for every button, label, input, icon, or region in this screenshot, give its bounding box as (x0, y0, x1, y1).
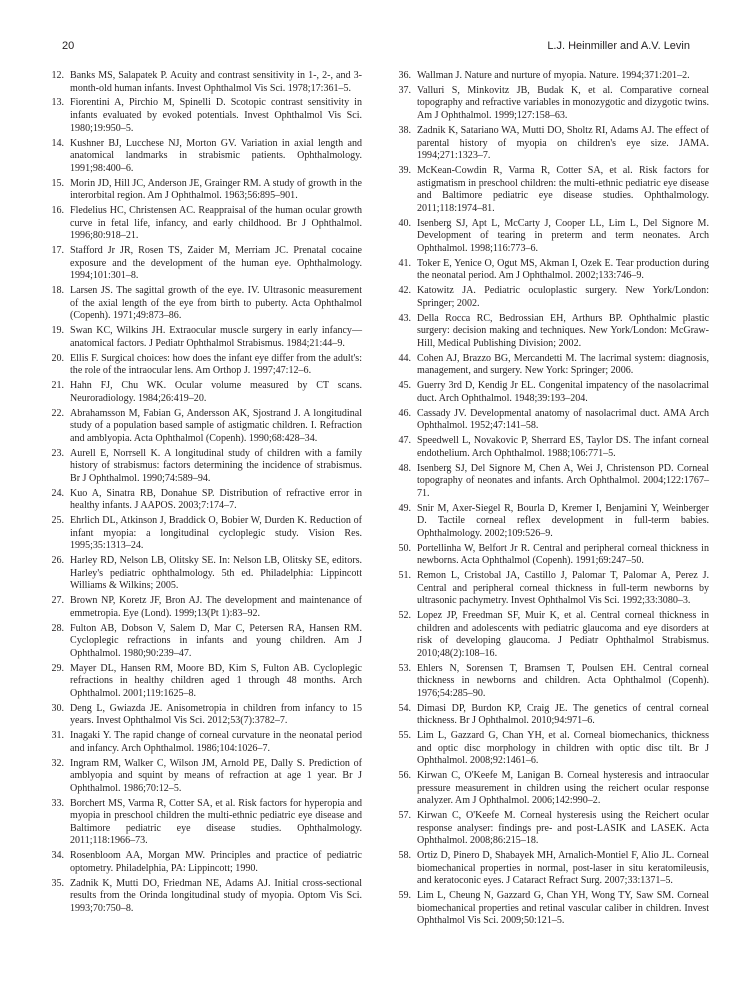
reference-number: 27. (51, 595, 64, 607)
reference-text: Valluri S, Minkovitz JB, Budak K, et al. Comparative corneal topography and refractive variables in monozygotic and dizygotic twins. Am J Ophthalmol. 1999;127:158–63. (417, 84, 709, 122)
reference-text: Remon L, Cristobal JA, Castillo J, Palomar T, Palomar A, Perez J. Central and peripheral corneal thickness in full-term newborns by ultrasonic pachymetry. Invest Ophthalmol Vis Sci. 1992;33:3080–3. (417, 570, 709, 607)
reference-item (391, 380, 709, 405)
reference-number: 39. (398, 165, 411, 176)
reference-number: 52. (398, 610, 411, 622)
reference-item (391, 85, 709, 123)
reference-item (391, 730, 709, 768)
reference-item (44, 70, 362, 95)
reference-item (391, 463, 709, 501)
reference-item (44, 178, 362, 203)
reference-item (44, 138, 362, 176)
reference-text: Toker E, Yenice O, Ogut MS, Akman I, Ozek E. Tear production during the neonatal period. Am J Ophthalmol. 2002;133:746–9. (417, 257, 709, 282)
reference-text: Rosenbloom AA, Morgan MW. Principles and practice of pediatric optometry. Philadelphia, PA: Lippincott; 1990. (70, 850, 362, 874)
reference-item (44, 325, 362, 350)
reference-text: Ellis F. Surgical choices: how does the infant eye differ from the adult's: the role of the intraocular lens. Am Orthop J. 1997;47:12–6. (70, 352, 362, 377)
reference-number: 24. (51, 487, 64, 499)
reference-item (44, 515, 362, 553)
reference-number: 37. (398, 84, 411, 96)
reference-number: 58. (398, 850, 411, 862)
reference-text: Isenberg SJ, Apt L, McCarty J, Cooper LL, Lim L, Del Signore M. Development of tearing in preterm and term neonates. Arch Ophthalmol. 1998;116:773–6. (417, 217, 709, 254)
reference-text: Deng L, Gwiazda JE. Anisometropia in children from infancy to 15 years. Invest Ophthalmol Vis Sci. 2012;53(7):3782–7. (70, 702, 362, 727)
reference-number: 30. (51, 702, 64, 714)
reference-number: 13. (51, 97, 64, 109)
reference-item (391, 218, 709, 256)
reference-number: 38. (398, 124, 411, 136)
reference-item (44, 555, 362, 593)
reference-text: Morin JD, Hill JC, Anderson JE, Grainger RM. A study of growth in the interorbital region. Am J Ophthalmol. 1963;56:895–901. (70, 177, 362, 202)
reference-text: Stafford Jr JR, Rosen TS, Zaider M, Merriam JC. Prenatal cocaine exposure and the development of the human eye. Ophthalmology. 1994;101:301–8. (70, 245, 362, 282)
reference-text: Portellinha W, Belfort Jr R. Central and peripheral corneal thickness in newborns. Acta Ophthalmol (Copenh). 1991;69:247–50. (417, 542, 709, 567)
reference-number: 54. (398, 702, 411, 714)
reference-number: 57. (398, 810, 411, 822)
reference-text: Abrahamsson M, Fabian G, Andersson AK, Sjostrand J. A longitudinal study of a population based sample of astigmatic children. I. Refraction and amblyopia. Acta Ophthalmol (Copenh). 1990;68:428–34. (70, 407, 362, 444)
reference-number: 56. (398, 770, 411, 782)
reference-number: 36. (398, 70, 411, 81)
reference-text: Speedwell L, Novakovic P, Sherrard ES, Taylor DS. The infant corneal endothelium. Arch Ophthalmol. 1988;106:771–5. (417, 435, 709, 459)
reference-item (44, 353, 362, 378)
reference-text: Ehrlich DL, Atkinson J, Braddick O, Bobier W, Durden K. Reduction of infant myopia: a longitudinal cycloplegic study. Vision Res. 1995;35:1313–24. (70, 515, 362, 552)
reference-item (44, 703, 362, 728)
reference-item (44, 623, 362, 661)
reference-item (44, 97, 362, 135)
reference-number: 29. (51, 662, 64, 674)
reference-number: 50. (398, 542, 411, 554)
reference-item (44, 595, 362, 620)
reference-number: 34. (51, 850, 64, 862)
reference-item (44, 730, 362, 755)
reference-text: Fulton AB, Dobson V, Salem D, Mar C, Petersen RA, Hansen RM. Cycloplegic refractions in infants and young children. Am J Ophthalmol. 1980;90:239–47. (70, 622, 362, 659)
reference-item (391, 570, 709, 608)
reference-number: 12. (51, 70, 64, 81)
page-number: 20 (62, 40, 75, 52)
reference-text: Kirwan C, O'Keefe M. Corneal hysteresis using the Reichert ocular response analyser: findings pre- and post-LASIK and LASEK. Acta Ophthalmol. 2008;86:215–18. (417, 810, 709, 847)
reference-text: Ehlers N, Sorensen T, Bramsen T, Poulsen EH. Central corneal thickness in newborns and children. Acta Ophthalmol (Copenh). 1976;54:285–90. (417, 662, 709, 699)
reference-text: Banks MS, Salapatek P. Acuity and contrast sensitivity in 1-, 2-, and 3-month-old human infants. Invest Ophthalmol Vis Sci. 1978;17:361–5. (70, 70, 362, 94)
reference-item (44, 878, 362, 916)
reference-number: 51. (398, 570, 411, 582)
reference-number: 41. (398, 257, 411, 269)
reference-number: 35. (51, 877, 64, 889)
reference-item (391, 125, 709, 163)
reference-number: 21. (51, 380, 64, 392)
reference-item (44, 380, 362, 405)
reference-item (44, 488, 362, 513)
reference-number: 23. (51, 447, 64, 459)
reference-text: Dimasi DP, Burdon KP, Craig JE. The genetics of central corneal thickness. Br J Ophthalmol. 2010;94:971–6. (417, 702, 709, 727)
reference-item (391, 503, 709, 541)
reference-text: Ingram RM, Walker C, Wilson JM, Arnold PE, Dally S. Prediction of amblyopia and squint by means of refraction at age 1 year. Br J Ophthalmol. 1986;70:12–5. (70, 757, 362, 794)
reference-text: Inagaki Y. The rapid change of corneal curvature in the neonatal period and infancy. Arch Ophthalmol. 1986;104:1026–7. (70, 730, 362, 754)
reference-number: 28. (51, 622, 64, 634)
reference-item (44, 448, 362, 486)
references-left-column (44, 70, 362, 918)
reference-text: Kirwan C, O'Keefe M, Lanigan B. Corneal hysteresis and intraocular pressure measurement in children using the reichert ocular response analyzer. Am J Ophthalmol. 2006;142:990–2. (417, 770, 709, 807)
reference-text: Borchert MS, Varma R, Cotter SA, et al. Risk factors for hyperopia and myopia in preschool children the multi-ethnic pediatric eye disease and Baltimore pediatric eye disease studies. Ophthalmology. 2011;118:1966–73. (70, 797, 362, 847)
reference-text: Mayer DL, Hansen RM, Moore BD, Kim S, Fulton AB. Cycloplegic refractions in healthy children aged 1 through 48 months. Arch Ophthalmol. 2001;119:1625–8. (70, 662, 362, 699)
reference-number: 25. (51, 515, 64, 527)
reference-number: 33. (51, 797, 64, 809)
reference-text: Guerry 3rd D, Kendig Jr EL. Congenital impatency of the nasolacrimal duct. Arch Ophthalmol. 1948;39:193–204. (417, 380, 709, 404)
reference-item (391, 890, 709, 928)
reference-text: Kuo A, Sinatra RB, Donahue SP. Distribution of refractive error in healthy infants. J AAPOS. 2003;7:174–7. (70, 487, 362, 512)
reference-number: 20. (51, 352, 64, 364)
reference-item (44, 850, 362, 875)
reference-number: 42. (398, 285, 411, 297)
reference-item (391, 543, 709, 568)
page-header (62, 40, 690, 56)
reference-number: 49. (398, 502, 411, 514)
reference-text: Hahn FJ, Chu WK. Ocular volume measured by CT scans. Neuroradiology. 1984;26:419–20. (70, 380, 362, 404)
reference-text: Lopez JP, Freedman SF, Muir K, et al. Central corneal thickness in children and adolescents with pediatric glaucoma and eye disorders at risk of developing glaucoma. J Pediatr Ophthalmol Strabismus. 2010;48(2):108–16. (417, 610, 709, 659)
reference-item (391, 810, 709, 848)
reference-item (391, 663, 709, 701)
running-head: L.J. Heinmiller and A.V. Levin (547, 40, 690, 52)
reference-item (391, 610, 709, 660)
reference-number: 15. (51, 177, 64, 189)
reference-number: 47. (398, 435, 411, 447)
reference-text: Cohen AJ, Brazzo BG, Mercandetti M. The lacrimal system: diagnosis, management, and surgery. New York: Springer; 2006. (417, 352, 709, 377)
reference-number: 26. (51, 555, 64, 567)
reference-number: 55. (398, 730, 411, 742)
reference-number: 17. (51, 245, 64, 257)
reference-item (391, 70, 709, 83)
reference-item (391, 258, 709, 283)
reference-number: 45. (398, 380, 411, 392)
reference-number: 40. (398, 217, 411, 229)
reference-item (391, 703, 709, 728)
reference-item (391, 353, 709, 378)
reference-text: Cassady JV. Developmental anatomy of nasolacrimal duct. AMA Arch Ophthalmol. 1952;47:141–58. (417, 407, 709, 432)
reference-text: Lim L, Cheung N, Gazzard G, Chan YH, Wong TY, Saw SM. Corneal biomechanical properties and retinal vascular caliber in children. Invest Ophthalmol Vis Sci. 2009;50:121–5. (417, 890, 709, 927)
reference-number: 19. (51, 325, 64, 337)
reference-text: Zadnik K, Satariano WA, Mutti DO, Sholtz RI, Adams AJ. The effect of parental history of myopia on children's eye size. JAMA. 1994;271:1323–7. (417, 124, 709, 162)
reference-text: Fiorentini A, Pirchio M, Spinelli D. Scotopic contrast sensitivity in infants evaluated by evoked potentials. Invest Ophthalmol Vis Sci. 1980;19:950–5. (70, 97, 362, 134)
reference-number: 59. (398, 890, 411, 902)
reference-text: Harley RD, Nelson LB, Olitsky SE. In: Nelson LB, Olitsky SE, editors. Harley's pediatric ophthalmology. 5th ed. Philadelphia: Lippincott Williams & Wilkins; 2005. (70, 555, 362, 592)
reference-item (391, 285, 709, 310)
reference-number: 16. (51, 205, 64, 217)
reference-text: Zadnik K, Mutti DO, Friedman NE, Adams AJ. Initial cross-sectional results from the Orinda longitudinal study of myopia. Optom Vis Sci. 1993;70:750–8. (70, 877, 362, 914)
reference-item (44, 205, 362, 243)
reference-item (391, 165, 709, 215)
reference-number: 32. (51, 757, 64, 769)
reference-item (391, 770, 709, 808)
reference-text: Swan KC, Wilkins JH. Extraocular muscle surgery in early infancy—anatomical factors. J Pediatr Ophthalmol Strabismus. 1984;21:44–9. (70, 325, 362, 349)
reference-number: 46. (398, 407, 411, 419)
reference-item (44, 408, 362, 446)
reference-text: Isenberg SJ, Del Signore M, Chen A, Wei J, Christenson PD. Corneal topography of neonates and infants. Arch Ophthalmol. 2004;122:1767–71. (417, 462, 709, 499)
reference-item (44, 798, 362, 848)
reference-item (44, 663, 362, 701)
reference-text: Della Rocca RC, Bedrossian EH, Arthurs BP. Ophthalmic plastic surgery: decision making and techniques. New York/London: McGraw-Hill, Medical Publishing Division; 2002. (417, 312, 709, 349)
reference-number: 43. (398, 312, 411, 324)
reference-text: Lim L, Gazzard G, Chan YH, et al. Corneal biomechanics, thickness and optic disc morphology in children with optic disc tilt. Br J Ophthalmol. 2008;92:1461–6. (417, 730, 709, 767)
reference-item (391, 408, 709, 433)
reference-item (391, 850, 709, 888)
reference-number: 14. (51, 137, 64, 149)
reference-text: Ortiz D, Pinero D, Shabayek MH, Arnalich-Montiel F, Alio JL. Corneal biomechanical properties in normal, post-laser in situ keratomileusis, and keratoconic eyes. J Cataract Refract Surg. 2007;33:1371–5. (417, 850, 709, 887)
reference-text: Aurell E, Norrsell K. A longitudinal study of children with a family history of strabismus: factors determining the incidence of strabismus. Br J Ophthalmol. 1990;74:589–94. (70, 447, 362, 484)
reference-text: Fledelius HC, Christensen AC. Reappraisal of the human ocular growth curve in fetal life, infancy, and early childhood. Br J Ophthalmol. 1996;80:918–21. (70, 205, 362, 242)
reference-text: Brown NP, Koretz JF, Bron AJ. The development and maintenance of emmetropia. Eye (Lond). 1999;13(Pt 1):83–92. (70, 595, 362, 619)
reference-number: 31. (51, 730, 64, 742)
reference-item (44, 758, 362, 796)
reference-text: Snir M, Axer-Siegel R, Bourla D, Kremer I, Benjamini Y, Weinberger D. Tactile corneal reflex development in full-term babies. Ophthalmology. 2002;109:526–9. (417, 502, 709, 539)
reference-number: 44. (398, 352, 411, 364)
reference-number: 53. (398, 662, 411, 674)
reference-text: Katowitz JA. Pediatric oculoplastic surgery. New York/London: Springer; 2002. (417, 285, 709, 309)
reference-item (391, 313, 709, 351)
reference-text: Larsen JS. The sagittal growth of the eye. IV. Ultrasonic measurement of the axial length of the eye from birth to puberty. Acta Ophthalmol (Copenh). 1971;49:873–86. (70, 285, 362, 322)
reference-number: 48. (398, 462, 411, 474)
reference-item (44, 285, 362, 323)
reference-item (44, 245, 362, 283)
reference-text: Kushner BJ, Lucchese NJ, Morton GV. Variation in axial length and anatomical landmarks in strabismic patients. Ophthalmology. 1991;98:400–6. (70, 137, 362, 174)
reference-number: 18. (51, 285, 64, 297)
reference-text: Wallman J. Nature and nurture of myopia. Nature. 1994;371:201–2. (417, 70, 690, 81)
reference-text: McKean-Cowdin R, Varma R, Cotter SA, et al. Risk factors for astigmatism in preschool children: the multi-ethnic pediatric eye disease and Baltimore pediatric eye disease studies. Ophthalmology. 2011;118:1974–81. (417, 165, 709, 214)
reference-item (391, 435, 709, 460)
references-right-column (391, 70, 709, 930)
reference-number: 22. (51, 407, 64, 419)
